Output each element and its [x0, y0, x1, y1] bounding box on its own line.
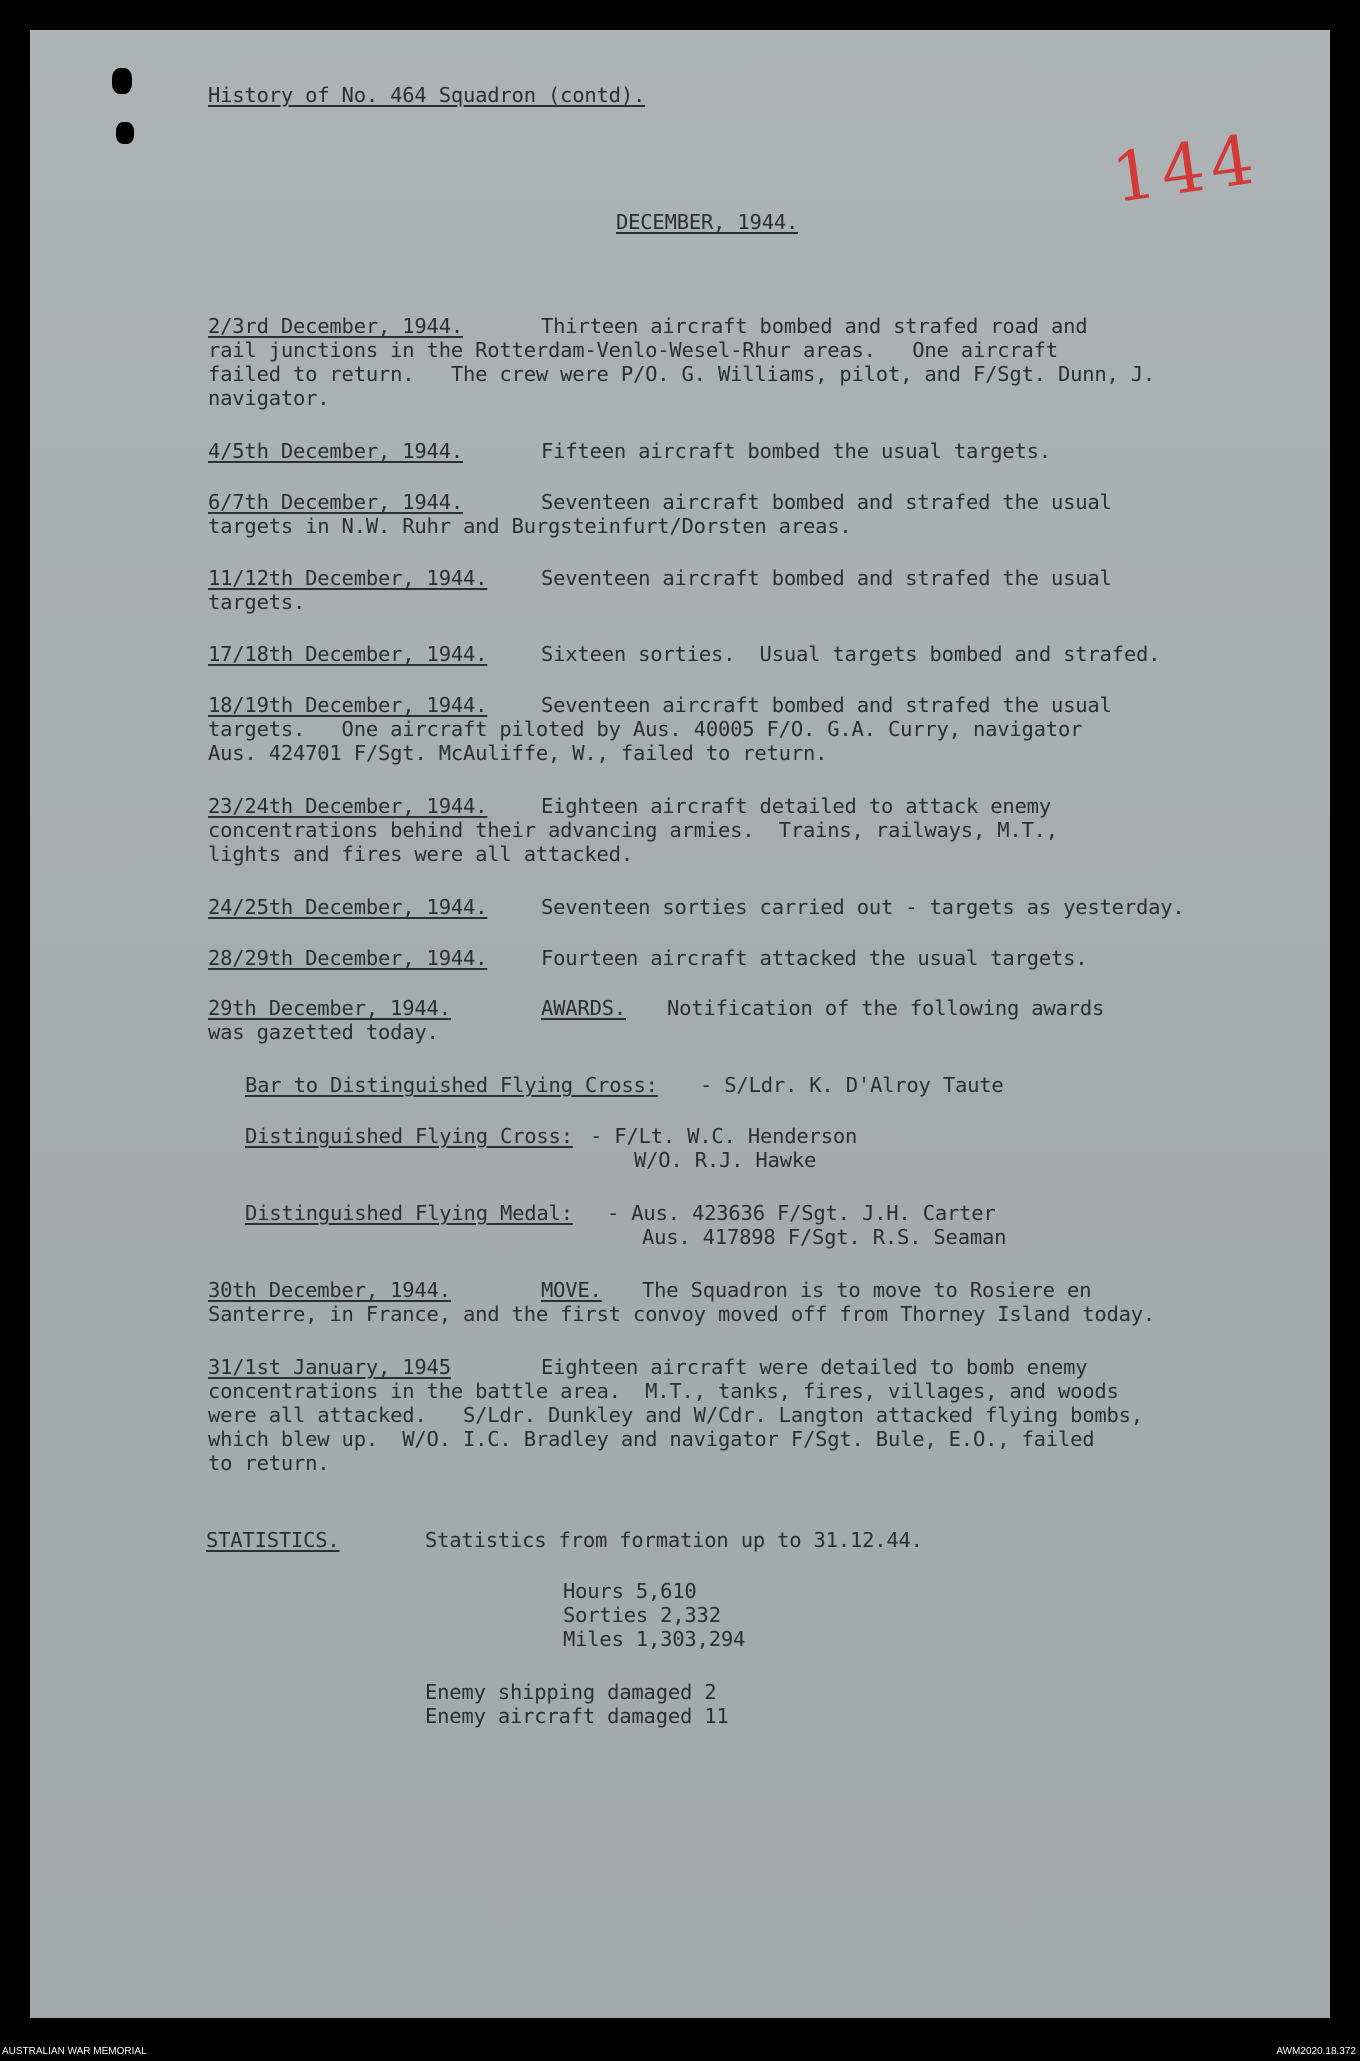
month-heading: DECEMBER, 1944.	[616, 210, 799, 234]
award-recipient: - S/Ldr. K. D'Alroy Taute	[700, 1073, 1004, 1097]
stat-miles: Miles 1,303,294	[563, 1627, 746, 1651]
entry-date: 18/19th December, 1944.	[208, 693, 488, 717]
award-recipient: W/O. R.J. Hawke	[634, 1148, 817, 1172]
entry-text: which blew up. W/O. I.C. Bradley and navigator F/Sgt. Bule, E.O., failed	[208, 1427, 1095, 1451]
entry-date: 11/12th December, 1944.	[208, 566, 488, 590]
entry-text: Fifteen aircraft bombed the usual targets.	[541, 439, 1051, 463]
stat-sorties: Sorties 2,332	[563, 1603, 721, 1627]
entry-text: Seventeen aircraft bombed and strafed the usual	[541, 693, 1112, 717]
award-recipient: - F/Lt. W.C. Henderson	[590, 1124, 858, 1148]
award-title: Distinguished Flying Medal:	[245, 1201, 573, 1225]
award-recipient: Aus. 417898 F/Sgt. R.S. Seaman	[642, 1225, 1007, 1249]
move-text: Santerre, in France, and the first convoy moved off from Thorney Island today.	[208, 1302, 1156, 1326]
award-title: Distinguished Flying Cross:	[245, 1124, 573, 1148]
entry-date: 24/25th December, 1944.	[208, 895, 488, 919]
entry-date: 4/5th December, 1944.	[208, 439, 463, 463]
award-title: Bar to Distinguished Flying Cross:	[245, 1073, 658, 1097]
entry-text: were all attacked. S/Ldr. Dunkley and W/Cdr. Langton attacked flying bombs,	[208, 1403, 1143, 1427]
move-text: The Squadron is to move to Rosiere en	[642, 1278, 1092, 1302]
entry-text: Seventeen aircraft bombed and strafed the usual	[541, 490, 1112, 514]
punch-hole-top	[112, 68, 132, 94]
entry-text: Thirteen aircraft bombed and strafed road and	[541, 314, 1088, 338]
entry-date: 28/29th December, 1944.	[208, 946, 488, 970]
awards-text: was gazetted today.	[208, 1020, 439, 1044]
folio-number: 144	[1107, 120, 1265, 219]
entry-text: Eighteen aircraft detailed to attack enemy	[541, 794, 1051, 818]
stat-hours: Hours 5,610	[563, 1579, 697, 1603]
entry-text: navigator.	[208, 386, 330, 410]
entry-text: to return.	[208, 1451, 330, 1475]
document-title: History of No. 464 Squadron (contd).	[208, 83, 646, 107]
entry-text: Sixteen sorties. Usual targets bombed and strafed.	[541, 642, 1161, 666]
entry-date: 31/1st January, 1945	[208, 1355, 451, 1379]
entry-date: 17/18th December, 1944.	[208, 642, 488, 666]
document-page	[30, 30, 1330, 2018]
award-recipient: - Aus. 423636 F/Sgt. J.H. Carter	[607, 1201, 996, 1225]
punch-hole-bottom	[116, 122, 134, 144]
entry-date: 23/24th December, 1944.	[208, 794, 488, 818]
entry-date: 6/7th December, 1944.	[208, 490, 463, 514]
awards-date: 29th December, 1944.	[208, 996, 451, 1020]
awards-label: AWARDS.	[541, 996, 626, 1020]
entry-text: failed to return. The crew were P/O. G. Williams, pilot, and F/Sgt. Dunn, J.	[208, 362, 1156, 386]
statistics-intro: Statistics from formation up to 31.12.44.	[425, 1528, 923, 1552]
move-date: 30th December, 1944.	[208, 1278, 451, 1302]
entry-text: lights and fires were all attacked.	[208, 842, 633, 866]
stat-aircraft: Enemy aircraft damaged 11	[425, 1704, 729, 1728]
entry-text: targets.	[208, 590, 306, 614]
entry-text: concentrations in the battle area. M.T., tanks, fires, villages, and woods	[208, 1379, 1119, 1403]
footer-right: AWM2020.18.372	[1276, 2046, 1356, 2057]
move-label: MOVE.	[541, 1278, 602, 1302]
stat-shipping: Enemy shipping damaged 2	[425, 1680, 717, 1704]
entry-text: Seventeen aircraft bombed and strafed the usual	[541, 566, 1112, 590]
entry-date: 2/3rd December, 1944.	[208, 314, 463, 338]
entry-text: Aus. 424701 F/Sgt. McAuliffe, W., failed to return.	[208, 741, 828, 765]
awards-text: Notification of the following awards	[667, 996, 1105, 1020]
entry-text: Seventeen sorties carried out - targets as yesterday.	[541, 895, 1185, 919]
entry-text: rail junctions in the Rotterdam-Venlo-Wesel-Rhur areas. One aircraft	[208, 338, 1058, 362]
entry-text: concentrations behind their advancing armies. Trains, railways, M.T.,	[208, 818, 1058, 842]
entry-text: targets in N.W. Ruhr and Burgsteinfurt/Dorsten areas.	[208, 514, 852, 538]
statistics-label: STATISTICS.	[206, 1528, 340, 1552]
entry-text: Fourteen aircraft attacked the usual targets.	[541, 946, 1088, 970]
entry-text: Eighteen aircraft were detailed to bomb enemy	[541, 1355, 1088, 1379]
entry-text: targets. One aircraft piloted by Aus. 40005 F/O. G.A. Curry, navigator	[208, 717, 1083, 741]
footer-left: AUSTRALIAN WAR MEMORIAL	[2, 2046, 147, 2057]
